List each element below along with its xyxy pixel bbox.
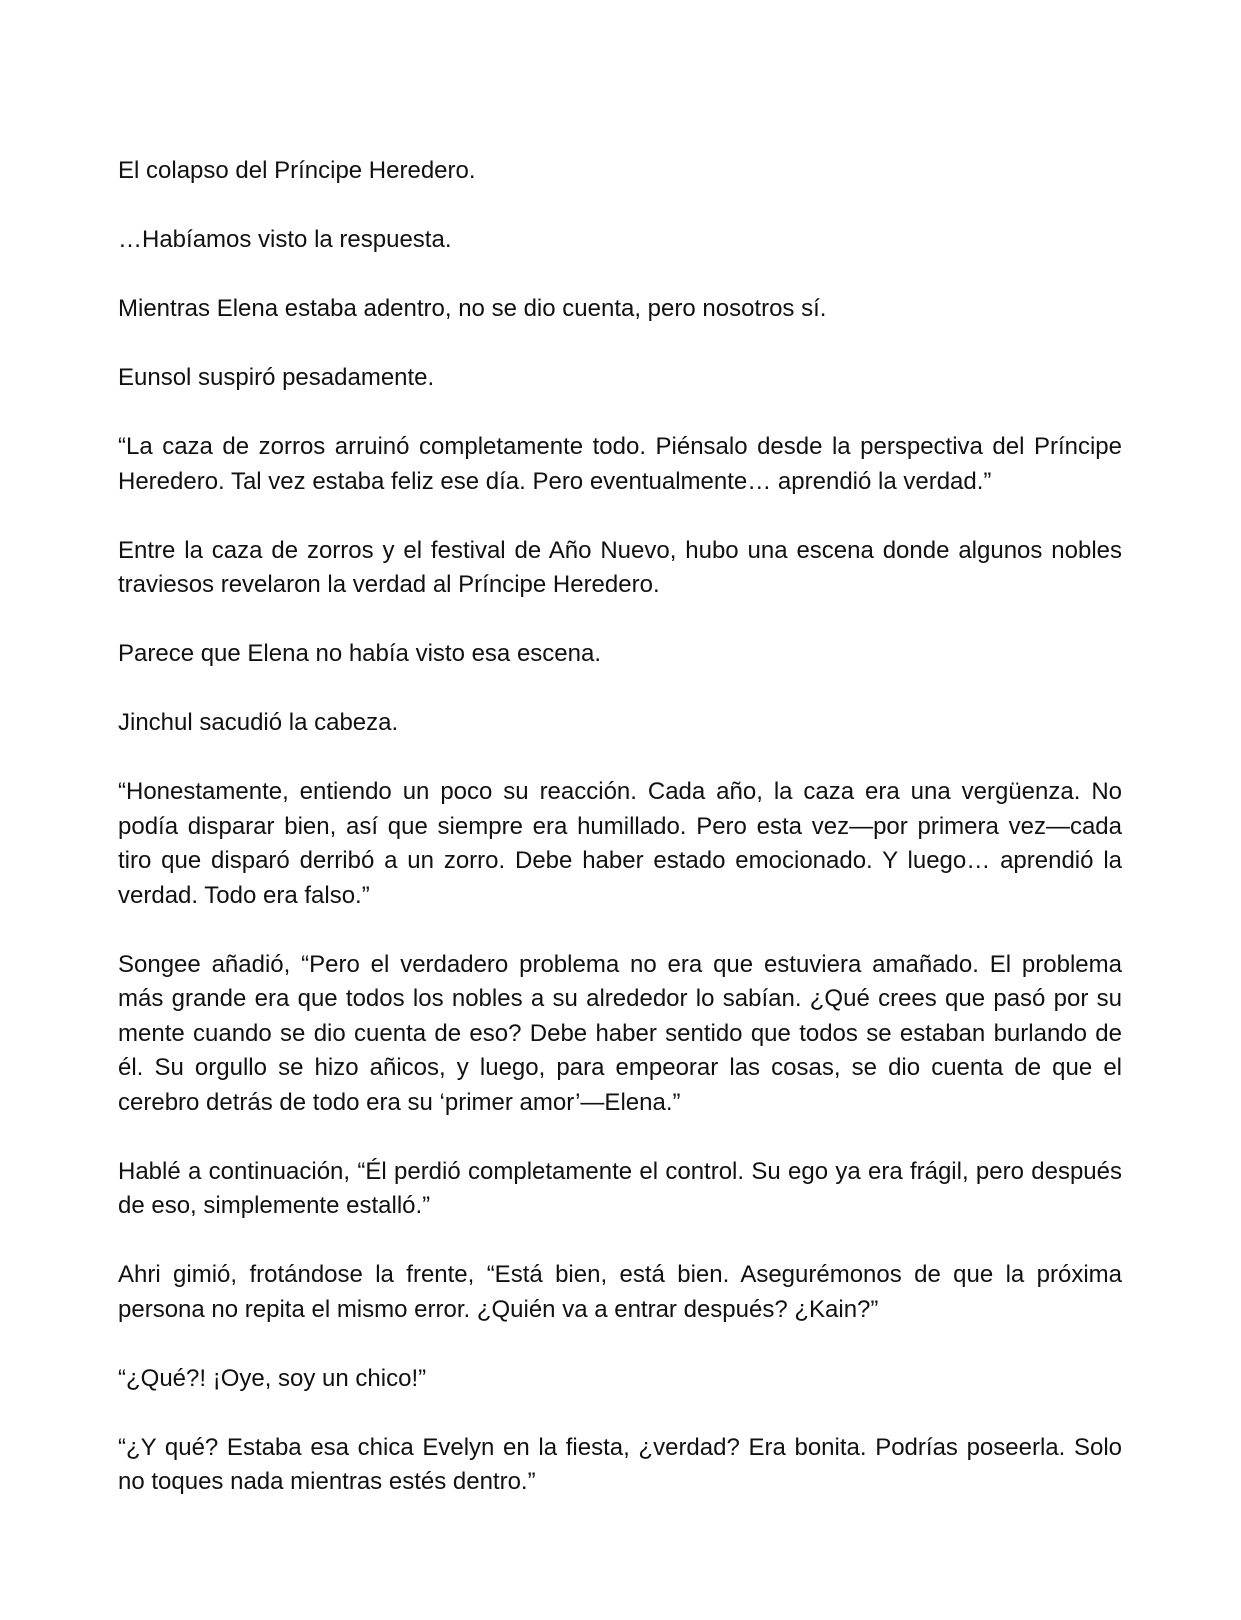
paragraph: “¿Qué?! ¡Oye, soy un chico!” — [118, 1364, 427, 1392]
paragraph: Ahri gimió, frotándose la frente, “Está bien, está bien. Asegurémonos de que la próxima persona no repita el mismo error. ¿Quién va a entrar después? ¿Kain?” — [118, 1261, 1122, 1323]
paragraph: …Habíamos visto la respuesta. — [118, 226, 452, 253]
paragraph: Songee añadió, “Pero el verdadero problema no era que estuviera amañado. El problema más grande era que todos los nobles a su alrededor lo sabían. ¿Qué crees que pasó por su mente cuando se dio cuenta de eso? Debe haber sentido que todos se estaban burlando de él. Su orgullo se hizo añicos, y luego, para empeorar las cosas, se dio cuenta de que el cerebro detrás de todo era su ‘primer amor’—Elena.” — [118, 950, 1122, 1116]
paragraph: Entre la caza de zorros y el festival de Año Nuevo, hubo una escena donde algunos nobles traviesos revelaron la verdad al Príncipe Heredero. — [118, 536, 1122, 598]
paragraph: El colapso del Príncipe Heredero. — [118, 157, 476, 184]
paragraph: Eunsol suspiró pesadamente. — [118, 364, 435, 391]
paragraph: Hablé a continuación, “Él perdió completamente el control. Su ego ya era frágil, pero después de eso, simplemente estalló.” — [118, 1157, 1122, 1219]
document-body — [118, 154, 1122, 1500]
paragraph: Parece que Elena no había visto esa escena. — [118, 640, 601, 667]
paragraph: Jinchul sacudió la cabeza. — [118, 709, 399, 736]
paragraph: Mientras Elena estaba adentro, no se dio cuenta, pero nosotros sí. — [118, 295, 827, 322]
paragraph: “Honestamente, entiendo un poco su reacción. Cada año, la caza era una vergüenza. No podía disparar bien, así que siempre era humillado. Pero esta vez—por primera vez—cada tiro que disparó derribó a un zorro. Debe haber estado emocionado. Y luego… aprendió la verdad. Todo era falso.” — [118, 778, 1122, 909]
paragraph: “¿Y qué? Estaba esa chica Evelyn en la fiesta, ¿verdad? Era bonita. Podrías poseerla. Solo no toques nada mientras estés dentro.” — [118, 1433, 1122, 1495]
paragraph: “La caza de zorros arruinó completamente todo. Piénsalo desde la perspectiva del Príncipe Heredero. Tal vez estaba feliz ese día. Pero eventualmente… aprendió la verdad.” — [118, 433, 1122, 495]
